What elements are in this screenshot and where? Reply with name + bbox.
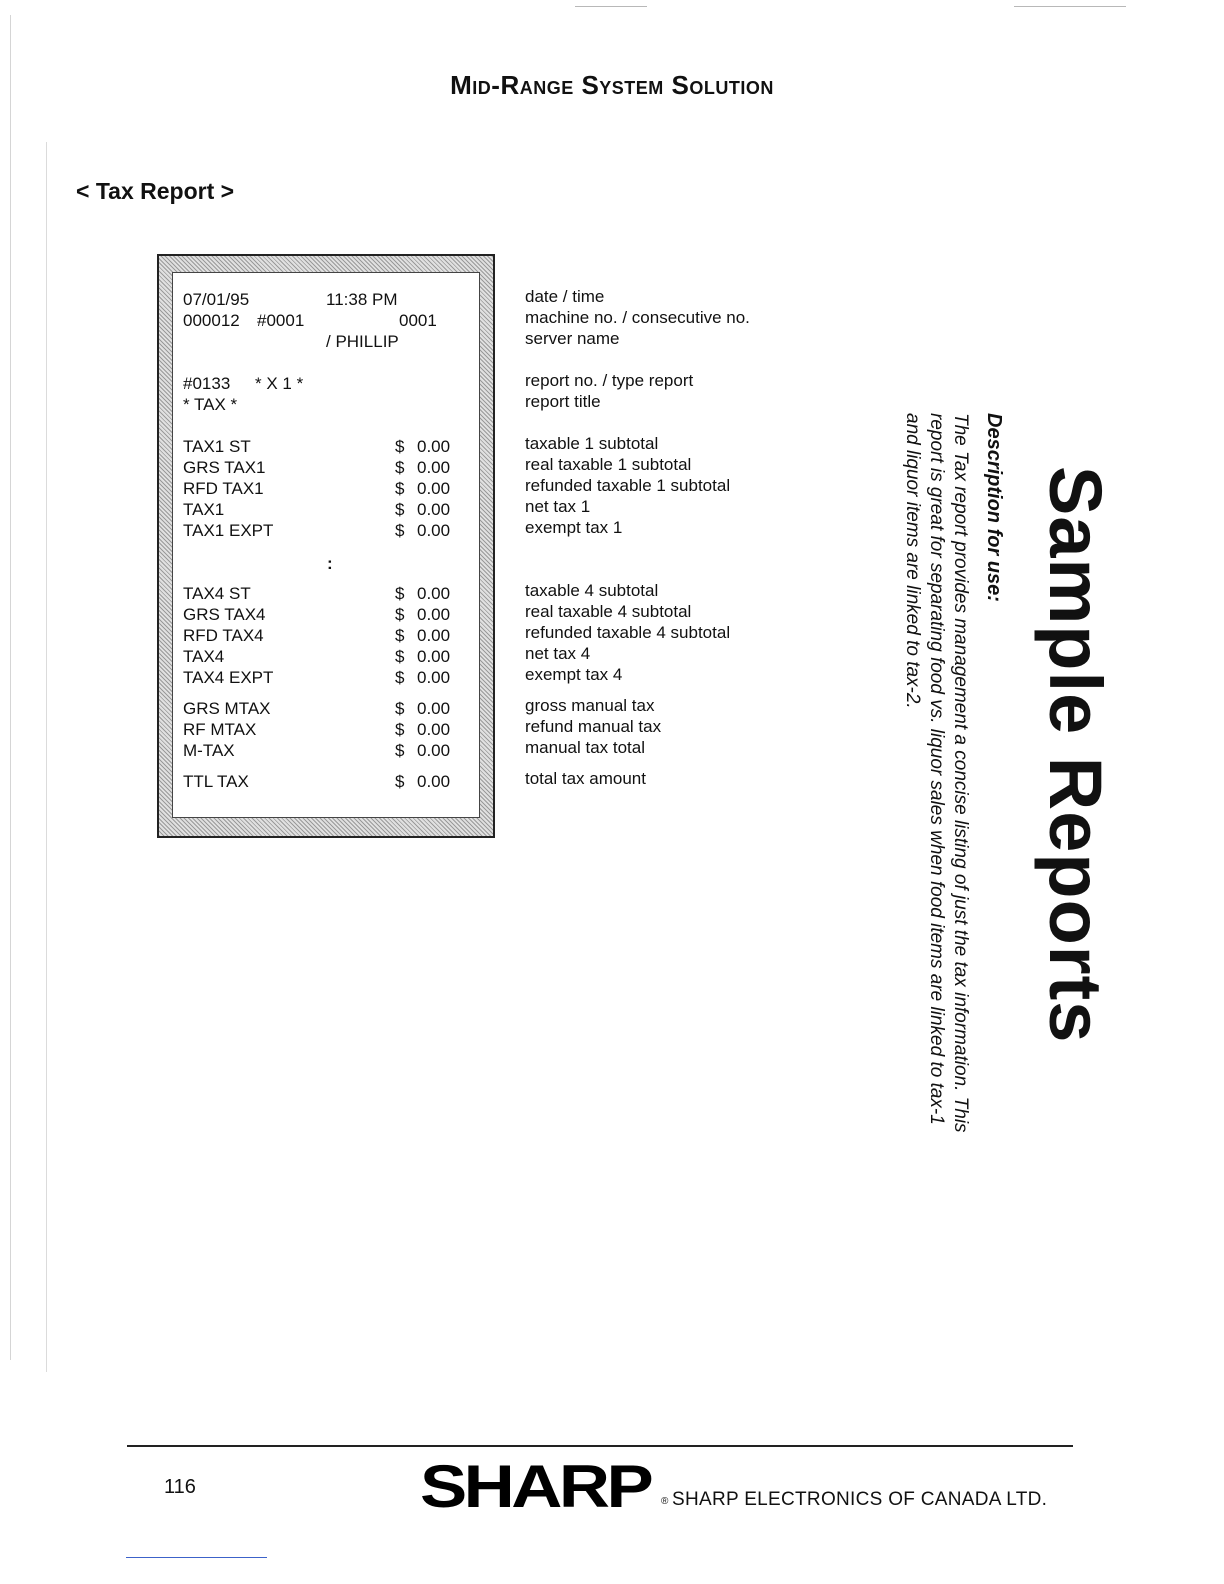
description-line (948, 0, 972, 1584)
scan-top-line (575, 6, 647, 7)
sample-reports-title (1034, 0, 1117, 1584)
receipt-row (183, 521, 273, 541)
receipt-row-amount: 0.00 (417, 437, 451, 456)
receipt-row-currency: $ (395, 605, 405, 624)
description-item: gross manual tax (525, 696, 655, 715)
description-item: real taxable 1 subtotal (525, 455, 692, 474)
receipt-report-no: #0133 (183, 374, 231, 393)
receipt-row-currency: $ (395, 647, 405, 666)
receipt-frame (157, 254, 495, 838)
receipt-row-currency: $ (395, 458, 405, 477)
receipt-row-label: TAX4 ST (183, 584, 251, 603)
receipt-row-currency: $ (395, 626, 405, 645)
receipt-row-label: GRS TAX1 (183, 458, 266, 477)
receipt-consecutive-no: #0001 (257, 311, 305, 330)
receipt-row-currency: $ (395, 668, 405, 687)
receipt-machine-no: 000012 (183, 311, 240, 330)
receipt-row-label: TTL TAX (183, 772, 249, 791)
receipt-row-amount: 0.00 (417, 741, 451, 760)
receipt-row-amount: 0.00 (417, 584, 451, 603)
receipt-row-label: TAX1 (183, 500, 225, 519)
description-heading-text: Description for use: (983, 413, 1005, 602)
description-line-2: report is great for separating food vs. liquor sales when food items are linked to tax-1 (926, 413, 947, 1125)
page-header-title: Mid-Range System Solution (450, 70, 774, 100)
receipt-row-label: M-TAX (183, 741, 235, 760)
receipt-row-label: TAX1 EXPT (183, 521, 274, 540)
description-item: report no. / type report (525, 371, 694, 390)
description-item: exempt tax 1 (525, 518, 623, 537)
receipt-report-type: * X 1 * (255, 374, 304, 393)
description-line (900, 0, 924, 1584)
receipt-row-currency: $ (395, 437, 405, 456)
receipt-row-amount: 0.00 (417, 699, 451, 718)
section-title: < Tax Report > (76, 178, 235, 204)
receipt-report-title: * TAX * (183, 395, 238, 414)
footer-blue-line (126, 1557, 267, 1558)
description-item: taxable 4 subtotal (525, 581, 659, 600)
receipt-row (183, 500, 224, 520)
description-line-1: The Tax report provides management a concise listing of just the tax information. This (950, 413, 971, 1133)
description-item: machine no. / consecutive no. (525, 308, 750, 327)
receipt-row-amount: 0.00 (417, 605, 451, 624)
receipt-row-label: RF MTAX (183, 720, 257, 739)
receipt-row-amount: 0.00 (417, 720, 451, 739)
receipt-code: 0001 (399, 311, 437, 330)
receipt-time: 11:38 PM (326, 290, 398, 309)
description-line-3: and liquor items are linked to tax-2. (902, 413, 923, 709)
receipt-row-label: TAX1 ST (183, 437, 251, 456)
receipt-row (183, 458, 266, 478)
receipt-row-currency: $ (395, 772, 405, 791)
company-name: SHARP ELECTRONICS OF CANADA LTD. (672, 1489, 1048, 1510)
description-item: net tax 1 (525, 497, 591, 516)
receipt-row (183, 668, 273, 688)
receipt-row (183, 647, 224, 667)
sharp-logo: SHARP (420, 1453, 651, 1520)
receipt-row-amount: 0.00 (417, 500, 451, 519)
receipt-row-amount: 0.00 (417, 458, 451, 477)
receipt-row (183, 699, 271, 719)
sample-reports-title-text: Sample Reports (1034, 466, 1117, 1044)
description-item: refund manual tax (525, 717, 662, 736)
receipt-row (183, 626, 264, 646)
receipt-row-currency: $ (395, 720, 405, 739)
scan-edge-line (10, 15, 11, 1360)
receipt-row (183, 479, 264, 499)
description-item: server name (525, 329, 620, 348)
receipt-row-currency: $ (395, 741, 405, 760)
scan-edge-line (46, 142, 47, 1372)
description-heading (982, 0, 1005, 1584)
receipt-row (183, 584, 251, 604)
description-item: taxable 1 subtotal (525, 434, 659, 453)
receipt-row-amount: 0.00 (417, 647, 451, 666)
receipt-row-label: GRS TAX4 (183, 605, 266, 624)
description-item: net tax 4 (525, 644, 591, 663)
receipt-ellipsis: : (327, 554, 333, 573)
receipt-row-amount: 0.00 (417, 479, 451, 498)
receipt-paper (172, 272, 480, 818)
receipt-row-amount: 0.00 (417, 772, 451, 791)
receipt-row-label: TAX4 EXPT (183, 668, 274, 687)
description-item: manual tax total (525, 738, 646, 757)
scan-top-line (1014, 6, 1126, 7)
page-number: 116 (164, 1476, 196, 1498)
receipt-date: 07/01/95 (183, 290, 250, 309)
receipt-row-label: TAX4 (183, 647, 225, 666)
description-item: refunded taxable 1 subtotal (525, 476, 731, 495)
receipt-row (183, 720, 256, 740)
receipt-row-currency: $ (395, 584, 405, 603)
receipt-row-currency: $ (395, 500, 405, 519)
receipt-row-currency: $ (395, 479, 405, 498)
receipt-row-amount: 0.00 (417, 626, 451, 645)
receipt-server-name: / PHILLIP (326, 332, 399, 351)
receipt-row-currency: $ (395, 521, 405, 540)
receipt-row-label: RFD TAX4 (183, 626, 264, 645)
description-item: refunded taxable 4 subtotal (525, 623, 731, 642)
registered-mark: ® (661, 1496, 669, 1507)
description-item: date / time (525, 287, 605, 306)
description-item: total tax amount (525, 769, 646, 788)
receipt-row (183, 741, 235, 761)
description-item: exempt tax 4 (525, 665, 623, 684)
receipt-row (183, 605, 266, 625)
receipt-row-amount: 0.00 (417, 521, 451, 540)
receipt-row-amount: 0.00 (417, 668, 451, 687)
footer-divider (127, 1445, 1073, 1447)
receipt-row-currency: $ (395, 699, 405, 718)
description-item: report title (525, 392, 601, 411)
receipt-row (183, 772, 249, 792)
description-line (924, 0, 948, 1584)
receipt-row (183, 437, 251, 457)
receipt-row-label: GRS MTAX (183, 699, 271, 718)
receipt-row-label: RFD TAX1 (183, 479, 264, 498)
description-item: real taxable 4 subtotal (525, 602, 692, 621)
